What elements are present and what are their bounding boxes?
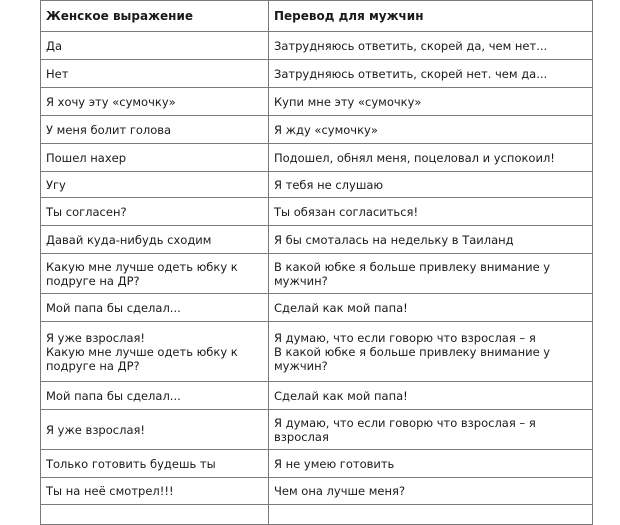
translation-cell-text: Чем она лучше меня? (274, 484, 406, 498)
translation-cell-text: Сделай как мой папа! (274, 388, 408, 403)
table-row (41, 226, 593, 254)
female-expression-cell (41, 294, 269, 322)
female-expression-cell-text: Да (46, 38, 63, 53)
female-expression-cell-text: Мой папа бы сделал... (46, 300, 181, 315)
translation-cell (269, 60, 593, 88)
female-expression-cell (41, 254, 269, 294)
translation-cell (269, 172, 593, 198)
table-row (41, 144, 593, 172)
female-expression-cell-text: Я уже взрослая! (46, 422, 146, 437)
translation-cell-text: Подошел, обнял меня, поцеловал и успокоил! (274, 150, 555, 165)
female-expression-cell-text: Только готовить будешь ты (46, 456, 216, 471)
translation-cell-text: Сделай как мой папа! (274, 300, 408, 315)
female-expression-cell-text: Мой папа бы сделал... (46, 388, 181, 403)
translation-cell (269, 505, 593, 525)
female-expression-cell (41, 450, 269, 478)
table-row (41, 505, 593, 525)
female-expression-cell-text: Угу (46, 177, 66, 192)
table-row (41, 60, 593, 88)
female-expression-cell (41, 226, 269, 254)
female-expression-cell-text: Пошел нахер (46, 150, 127, 165)
female-expression-cell (41, 116, 269, 144)
table-row (41, 88, 593, 116)
female-expression-cell (41, 478, 269, 505)
female-expression-cell-text: Я хочу эту «сумочку» (46, 94, 176, 109)
phrase-sheet (40, 0, 592, 512)
header-female-expression: Женское выражение (41, 1, 269, 32)
table-row (41, 172, 593, 198)
translation-cell-text: Ты обязан согласиться! (274, 204, 419, 219)
female-expression-cell (41, 382, 269, 410)
table-row (41, 382, 593, 410)
translation-cell (269, 32, 593, 60)
translation-cell (269, 88, 593, 116)
translation-cell-text: Затрудняюсь ответить, скорей нет. чем да... (274, 66, 548, 81)
translation-cell (269, 254, 593, 294)
table-row (41, 116, 593, 144)
phrase-table (40, 0, 593, 525)
header-row (41, 1, 593, 32)
female-expression-cell-text: Я уже взрослая! Какую мне лучше одеть юбку к подруге на ДР? (46, 330, 238, 373)
female-expression-cell (41, 322, 269, 382)
translation-cell-text: Я думаю, что если говорю что взрослая – я взрослая (274, 415, 536, 444)
table-row (41, 32, 593, 60)
translation-cell-text: Затрудняюсь ответить, скорей да, чем нет... (274, 38, 548, 53)
female-expression-cell-text: Давай куда-нибудь сходим (46, 232, 212, 247)
table-row (41, 478, 593, 505)
translation-cell-text: Я думаю, что если говорю что взрослая – я В какой юбке я больше привлеку внимание у мужчин? (274, 330, 551, 373)
translation-cell (269, 478, 593, 505)
translation-cell-text: Купи мне эту «сумочку» (274, 94, 422, 109)
table-row (41, 198, 593, 226)
translation-cell-text: Я бы смоталась на недельку в Таиланд (274, 232, 514, 247)
female-expression-cell-text: Ты на неё смотрел!!! (46, 484, 174, 498)
female-expression-cell-text: Ты согласен? (46, 204, 127, 219)
header-translation-for-men: Перевод для мужчин (269, 1, 593, 32)
female-expression-cell (41, 32, 269, 60)
translation-cell (269, 410, 593, 450)
translation-cell-text: Я жду «сумочку» (274, 122, 378, 137)
female-expression-cell (41, 198, 269, 226)
female-expression-cell-text: Какую мне лучше одеть юбку к подруге на ДР? (46, 259, 238, 288)
translation-cell (269, 198, 593, 226)
translation-cell (269, 382, 593, 410)
translation-cell (269, 144, 593, 172)
female-expression-cell (41, 410, 269, 450)
translation-cell (269, 116, 593, 144)
translation-cell-text: Я тебя не слушаю (274, 177, 384, 192)
translation-cell-text: В какой юбке я больше привлеку внимание у мужчин? (274, 259, 551, 288)
table-row (41, 294, 593, 322)
table-row (41, 322, 593, 382)
table-row (41, 450, 593, 478)
translation-cell (269, 226, 593, 254)
female-expression-cell (41, 88, 269, 116)
female-expression-cell-text: Нет (46, 66, 69, 81)
translation-cell (269, 322, 593, 382)
table-row (41, 254, 593, 294)
translation-cell-text: Я не умею готовить (274, 456, 395, 471)
translation-cell (269, 450, 593, 478)
female-expression-cell-text: У меня болит голова (46, 122, 172, 137)
table-row (41, 410, 593, 450)
female-expression-cell (41, 144, 269, 172)
table-body (41, 32, 593, 525)
female-expression-cell (41, 172, 269, 198)
translation-cell (269, 294, 593, 322)
female-expression-cell (41, 505, 269, 525)
female-expression-cell (41, 60, 269, 88)
